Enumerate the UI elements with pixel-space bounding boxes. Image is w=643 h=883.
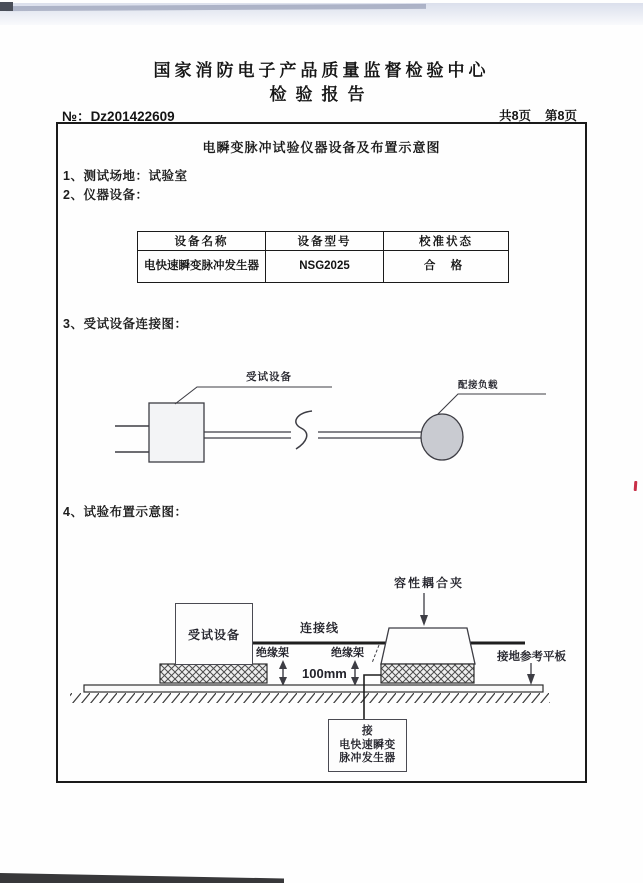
insulator-right-label: 绝缘架 <box>331 647 364 659</box>
insulating-support-left <box>160 664 267 683</box>
load-circle <box>421 414 463 460</box>
item-layout-diagram: 4、试验布置示意图： <box>63 505 188 519</box>
ground-reference-plate <box>84 685 543 692</box>
pages-total: 共8页 <box>499 109 532 123</box>
organization-title: 国家消防电子产品质量监督检验中心 <box>153 61 490 80</box>
up-arrow-icon <box>279 660 287 669</box>
down-arrow-icon <box>527 674 535 685</box>
generator-label-line3: 脉冲发生器 <box>339 752 396 765</box>
report-number-label: №： <box>62 109 91 124</box>
insulating-support-right <box>381 664 474 683</box>
item-test-site: 1、测试场地：试验室 <box>63 169 188 183</box>
up-arrow-icon <box>351 660 359 669</box>
cable-break-symbol <box>296 411 312 449</box>
connection-diagram <box>115 387 546 462</box>
header-calibration-status: 校准状态 <box>384 232 509 251</box>
down-arrow-icon <box>420 615 428 626</box>
eut-box <box>149 403 204 462</box>
cell-calibration-status: 合 格 <box>384 251 509 283</box>
connection-load-label: 配接负载 <box>458 380 499 391</box>
page-current: 第8页 <box>545 109 577 123</box>
gap-100mm-label: 100mm <box>302 666 347 681</box>
sheet-title: 电瞬变脉冲试验仪器设备及布置示意图 <box>202 140 441 155</box>
layout-eut-box <box>175 603 253 665</box>
generator-label-line1: 接 <box>361 724 374 737</box>
coupling-clamp-shape <box>381 628 475 664</box>
layout-diagram <box>70 593 550 719</box>
generator-box <box>328 719 407 772</box>
report-number-value: Dz201422609 <box>90 109 175 124</box>
header-device-name: 设备名称 <box>138 232 266 251</box>
clamp-dashed-edge <box>372 645 379 663</box>
ground-hatching <box>70 693 550 703</box>
insulator-left-label: 绝缘架 <box>256 647 289 659</box>
ground-plate-label: 接地参考平板 <box>497 651 566 663</box>
connection-eut-label: 受试设备 <box>246 371 292 383</box>
report-title: 检验报告 <box>269 85 374 104</box>
eut-leader-line <box>175 387 332 404</box>
cable-label: 连接线 <box>300 621 340 635</box>
header-device-model: 设备型号 <box>266 232 384 251</box>
generator-label-line2: 电快速瞬变 <box>339 738 396 751</box>
cell-device-model: NSG2025 <box>266 251 384 283</box>
cell-device-name: 电快速瞬变脉冲发生器 <box>138 251 266 283</box>
load-leader-line <box>438 394 546 414</box>
item-connection-diagram: 3、受试设备连接图： <box>63 317 188 331</box>
layout-eut-label: 受试设备 <box>187 627 240 642</box>
item-equipment: 2、仪器设备： <box>63 188 149 202</box>
coupling-clamp-label: 容性耦合夹 <box>394 576 465 590</box>
